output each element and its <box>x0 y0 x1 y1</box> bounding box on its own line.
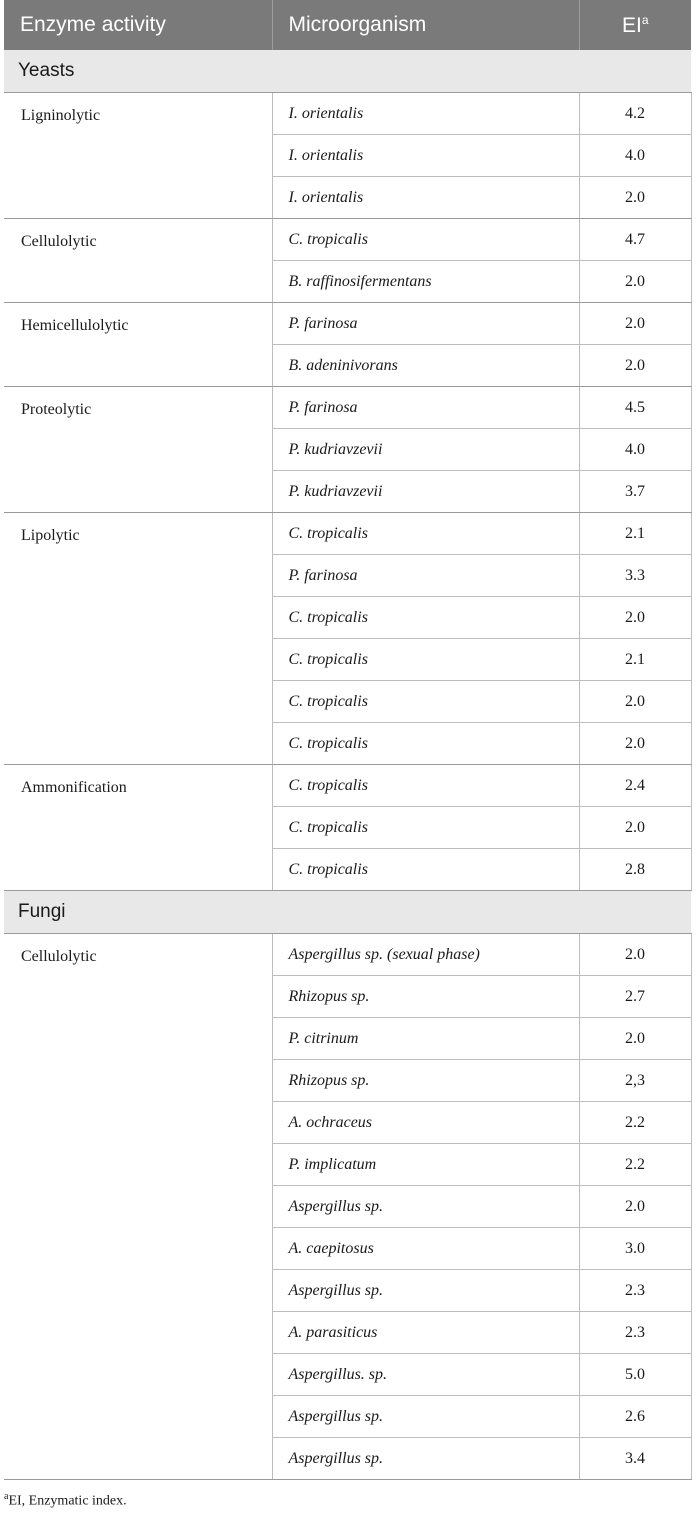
section-row <box>4 50 691 93</box>
header-enzyme-activity: Enzyme activity <box>4 0 272 50</box>
microorganism-cell: Rhizopus sp. <box>272 976 579 1018</box>
enzymatic-index-cell: 3.4 <box>579 1438 691 1480</box>
enzymatic-index-cell: 2.3 <box>579 1270 691 1312</box>
section-row <box>4 891 691 934</box>
microorganism-cell: B. adeninivorans <box>272 345 579 387</box>
table-row <box>4 387 691 429</box>
microorganism-cell: P. implicatum <box>272 1144 579 1186</box>
microorganism-cell: Rhizopus sp. <box>272 1060 579 1102</box>
enzymatic-index-cell: 2.0 <box>579 345 691 387</box>
enzyme-activity-cell: Proteolytic <box>4 387 272 513</box>
enzymatic-index-cell: 2.4 <box>579 765 691 807</box>
enzyme-activity-cell: Ligninolytic <box>4 93 272 219</box>
header-microorganism: Microorganism <box>272 0 579 50</box>
section-heading: Fungi <box>4 891 691 934</box>
enzymatic-index-cell: 4.0 <box>579 135 691 177</box>
enzymatic-index-cell: 2.0 <box>579 1018 691 1060</box>
enzymatic-index-cell: 4.7 <box>579 219 691 261</box>
microorganism-cell: Aspergillus sp. <box>272 1270 579 1312</box>
enzymatic-index-cell: 3.7 <box>579 471 691 513</box>
enzymatic-index-cell: 2.0 <box>579 177 691 219</box>
section-heading: Yeasts <box>4 50 691 93</box>
enzymatic-index-cell: 2.0 <box>579 934 691 976</box>
enzymatic-index-cell: 2.1 <box>579 513 691 555</box>
table-row <box>4 303 691 345</box>
header-ei-label: EI <box>621 13 642 37</box>
microorganism-cell: P. citrinum <box>272 1018 579 1060</box>
microorganism-cell: Aspergillus. sp. <box>272 1354 579 1396</box>
microorganism-cell: C. tropicalis <box>272 681 579 723</box>
table-row <box>4 765 691 807</box>
enzyme-activity-cell: Ammonification <box>4 765 272 891</box>
microorganism-cell: C. tropicalis <box>272 849 579 891</box>
enzyme-activity-table <box>4 0 692 1480</box>
enzymatic-index-cell: 2.8 <box>579 849 691 891</box>
enzymatic-index-cell: 2.6 <box>579 1396 691 1438</box>
microorganism-cell: I. orientalis <box>272 177 579 219</box>
enzymatic-index-cell: 2,3 <box>579 1060 691 1102</box>
table-row <box>4 513 691 555</box>
enzymatic-index-cell: 3.3 <box>579 555 691 597</box>
microorganism-cell: Aspergillus sp. (sexual phase) <box>272 934 579 976</box>
microorganism-cell: Aspergillus sp. <box>272 1186 579 1228</box>
enzymatic-index-cell: 2.0 <box>579 261 691 303</box>
enzymatic-index-cell: 4.5 <box>579 387 691 429</box>
enzymatic-index-cell: 2.0 <box>579 303 691 345</box>
microorganism-cell: C. tropicalis <box>272 597 579 639</box>
enzymatic-index-cell: 5.0 <box>579 1354 691 1396</box>
footnote-text: EI, Enzymatic index. <box>8 1493 127 1509</box>
microorganism-cell: A. caepitosus <box>272 1228 579 1270</box>
enzymatic-index-cell: 2.7 <box>579 976 691 1018</box>
enzyme-activity-cell: Cellulolytic <box>4 934 272 1480</box>
microorganism-cell: Aspergillus sp. <box>272 1438 579 1480</box>
microorganism-cell: P. farinosa <box>272 387 579 429</box>
microorganism-cell: P. kudriavzevii <box>272 471 579 513</box>
footnote-marker: a <box>4 1491 9 1502</box>
microorganism-cell: C. tropicalis <box>272 723 579 765</box>
microorganism-cell: C. tropicalis <box>272 639 579 681</box>
microorganism-cell: Aspergillus sp. <box>272 1396 579 1438</box>
enzymatic-index-cell: 2.0 <box>579 597 691 639</box>
enzymatic-index-cell: 2.0 <box>579 1186 691 1228</box>
enzyme-activity-cell: Hemicellulolytic <box>4 303 272 387</box>
header-ei <box>579 0 691 50</box>
enzymatic-index-cell: 4.0 <box>579 429 691 471</box>
microorganism-cell: I. orientalis <box>272 135 579 177</box>
enzymatic-index-cell: 2.2 <box>579 1102 691 1144</box>
enzymatic-index-cell: 2.3 <box>579 1312 691 1354</box>
table-row <box>4 934 691 976</box>
microorganism-cell: P. kudriavzevii <box>272 429 579 471</box>
microorganism-cell: C. tropicalis <box>272 513 579 555</box>
table-footnote <box>4 1491 127 1510</box>
enzymatic-index-cell: 3.0 <box>579 1228 691 1270</box>
microorganism-cell: P. farinosa <box>272 555 579 597</box>
microorganism-cell: C. tropicalis <box>272 807 579 849</box>
microorganism-cell: P. farinosa <box>272 303 579 345</box>
header-ei-footnote-marker: a <box>641 12 649 27</box>
microorganism-cell: I. orientalis <box>272 93 579 135</box>
table-body <box>4 50 691 1480</box>
table-header-row <box>4 0 691 50</box>
enzymatic-index-cell: 2.0 <box>579 807 691 849</box>
microorganism-cell: A. parasiticus <box>272 1312 579 1354</box>
enzyme-activity-cell: Lipolytic <box>4 513 272 765</box>
enzymatic-index-cell: 2.2 <box>579 1144 691 1186</box>
enzyme-activity-cell: Cellulolytic <box>4 219 272 303</box>
microorganism-cell: C. tropicalis <box>272 765 579 807</box>
table-row <box>4 93 691 135</box>
microorganism-cell: A. ochraceus <box>272 1102 579 1144</box>
enzymatic-index-cell: 2.1 <box>579 639 691 681</box>
table-row <box>4 219 691 261</box>
enzymatic-index-cell: 4.2 <box>579 93 691 135</box>
microorganism-cell: B. raffinosifermentans <box>272 261 579 303</box>
enzymatic-index-cell: 2.0 <box>579 681 691 723</box>
enzyme-activity-table-container <box>4 0 691 1480</box>
enzymatic-index-cell: 2.0 <box>579 723 691 765</box>
microorganism-cell: C. tropicalis <box>272 219 579 261</box>
